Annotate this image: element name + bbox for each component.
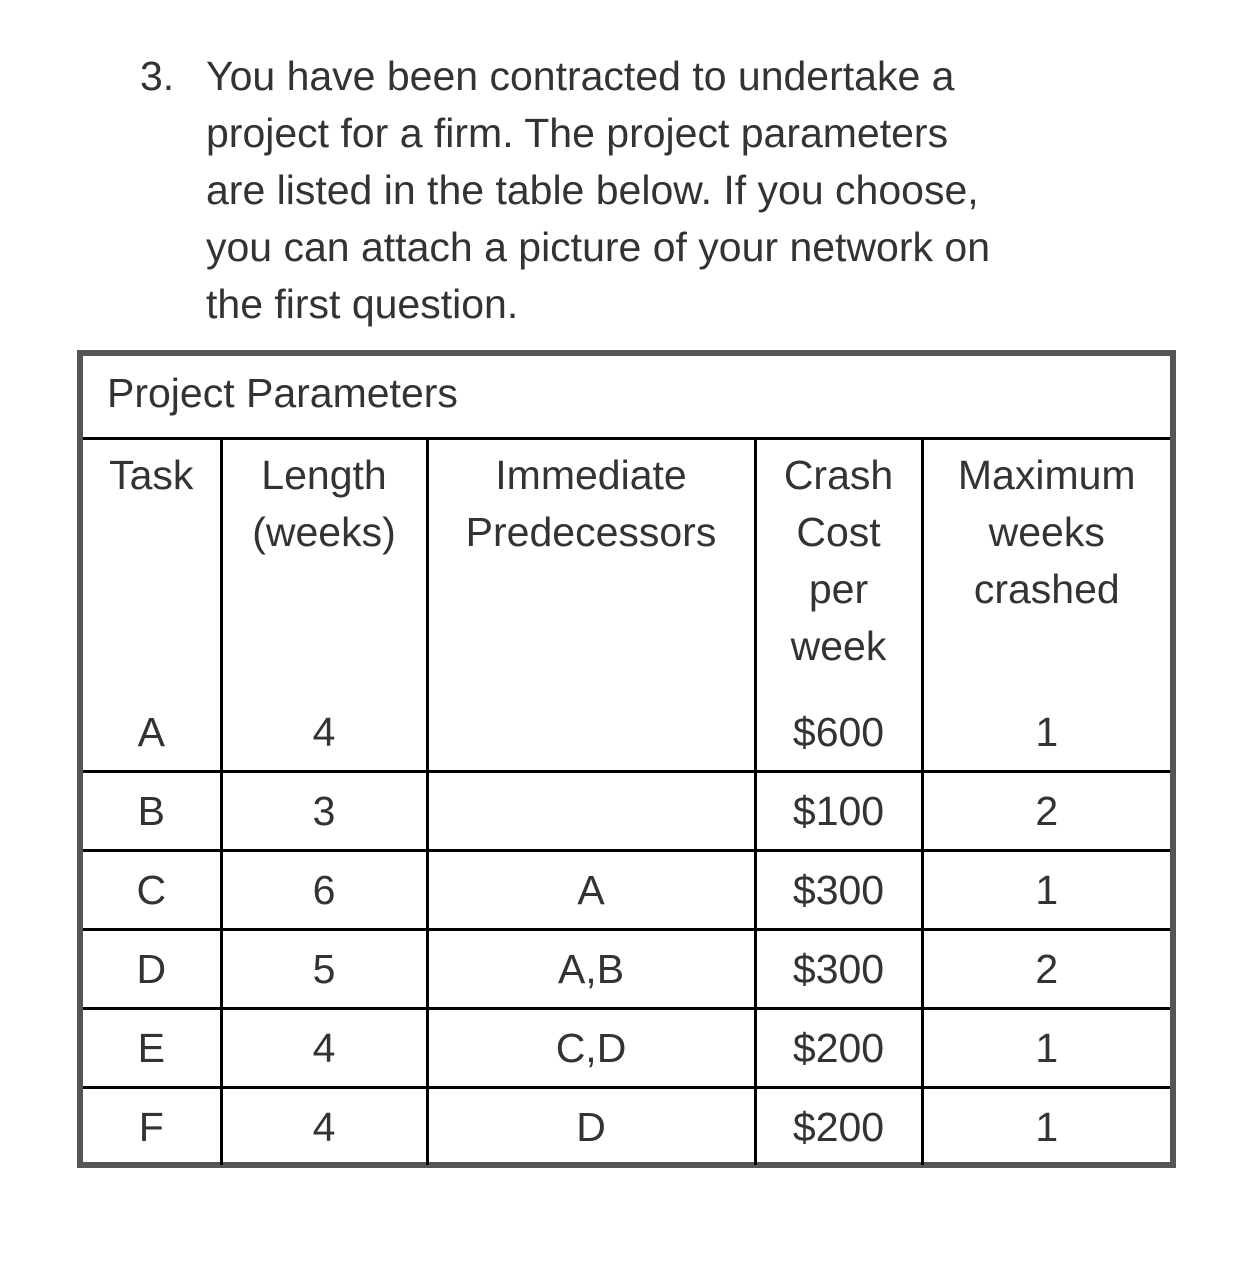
- header-length-line: Length: [261, 452, 387, 498]
- cell-crash-cost: $100: [755, 772, 922, 851]
- header-task-line: Task: [109, 452, 194, 498]
- header-crash-cost-line: Crash: [783, 452, 894, 498]
- cell-task: F: [83, 1088, 221, 1166]
- header-max-weeks: [922, 440, 1170, 694]
- cell-predecessors: D: [427, 1088, 755, 1166]
- header-predecessors-line: Predecessors: [465, 509, 717, 555]
- cell-max-weeks: 2: [922, 930, 1170, 1009]
- cell-crash-cost: $200: [755, 1088, 922, 1166]
- header-length: [221, 440, 427, 694]
- cell-crash-cost: $300: [755, 930, 922, 1009]
- question-line: the first question.: [206, 281, 519, 327]
- table-row: [83, 851, 1170, 930]
- cell-max-weeks: 1: [922, 1088, 1170, 1166]
- cell-length: 3: [221, 772, 427, 851]
- cell-predecessors: C,D: [427, 1009, 755, 1088]
- header-crash-cost: [755, 440, 922, 694]
- header-length-line: (weeks): [252, 509, 396, 555]
- cell-task: A: [83, 694, 221, 772]
- cell-max-weeks: 1: [922, 694, 1170, 772]
- header-max-weeks-line: crashed: [973, 566, 1120, 612]
- header-crash-cost-line: per: [808, 566, 869, 612]
- cell-length: 5: [221, 930, 427, 1009]
- question-text: [206, 48, 1136, 333]
- cell-predecessors: A,B: [427, 930, 755, 1009]
- table-title: Project Parameters: [83, 356, 1170, 440]
- table-row: [83, 694, 1170, 772]
- header-max-weeks-line: Maximum: [957, 452, 1136, 498]
- table-row: [83, 772, 1170, 851]
- header-predecessors-line: Immediate: [495, 452, 687, 498]
- table-row: [83, 930, 1170, 1009]
- cell-length: 4: [221, 694, 427, 772]
- cell-crash-cost: $600: [755, 694, 922, 772]
- parameters-grid: [83, 440, 1170, 1165]
- header-row: [83, 440, 1170, 694]
- cell-max-weeks: 2: [922, 772, 1170, 851]
- cell-predecessors: [427, 772, 755, 851]
- cell-length: 4: [221, 1088, 427, 1166]
- cell-crash-cost: $300: [755, 851, 922, 930]
- question-line: you can attach a picture of your network on: [206, 224, 991, 270]
- question-line: are listed in the table below. If you choose,: [206, 167, 979, 213]
- cell-max-weeks: 1: [922, 851, 1170, 930]
- question-line: You have been contracted to undertake a: [206, 53, 955, 99]
- header-crash-cost-line: Cost: [796, 509, 881, 555]
- table-row: [83, 1088, 1170, 1166]
- cell-task: C: [83, 851, 221, 930]
- cell-length: 6: [221, 851, 427, 930]
- cell-task: D: [83, 930, 221, 1009]
- cell-predecessors: [427, 694, 755, 772]
- cell-length: 4: [221, 1009, 427, 1088]
- project-parameters-table: [77, 350, 1176, 1168]
- header-crash-cost-line: week: [790, 623, 887, 669]
- cell-predecessors: A: [427, 851, 755, 930]
- cell-task: E: [83, 1009, 221, 1088]
- question-line: project for a firm. The project parameters: [206, 110, 949, 156]
- table-row: [83, 1009, 1170, 1088]
- header-task: [83, 440, 221, 694]
- header-max-weeks-line: weeks: [988, 509, 1105, 555]
- cell-task: B: [83, 772, 221, 851]
- cell-crash-cost: $200: [755, 1009, 922, 1088]
- question-number: 3.: [140, 53, 175, 99]
- header-predecessors: [427, 440, 755, 694]
- cell-max-weeks: 1: [922, 1009, 1170, 1088]
